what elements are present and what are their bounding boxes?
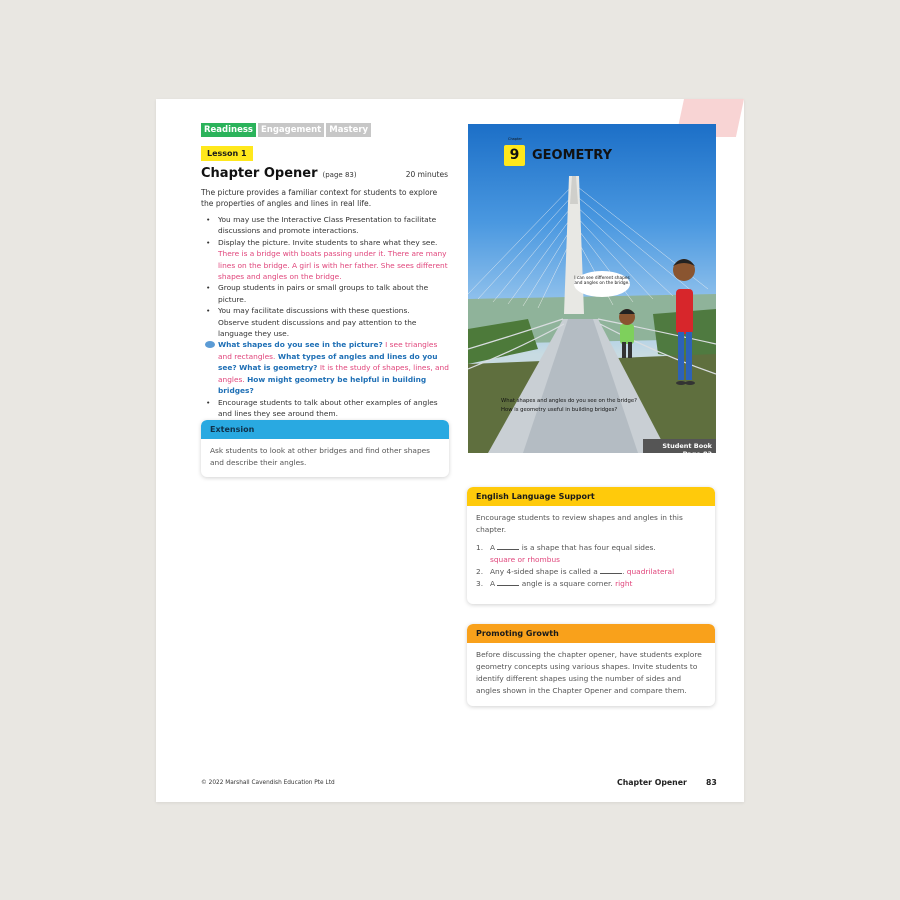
list-item: [476, 542, 706, 566]
answer-blank: [497, 549, 519, 550]
discussion-questions: [201, 339, 451, 396]
promoting-growth-box: [467, 624, 715, 706]
extension-box: [201, 420, 449, 477]
cover-question: How is geometry useful in building bridges?: [501, 406, 618, 413]
student-book-page-label: Student Book Page 83: [643, 439, 716, 453]
chapter-title: GEOMETRY: [532, 148, 612, 163]
extension-heading: Extension: [201, 420, 449, 439]
bullet-text: Group students in pairs or small groups to talk about the picture.: [218, 283, 429, 304]
item-number: 3.: [476, 579, 484, 588]
question-text: How might geometry be helpful in building bridges?: [218, 374, 427, 396]
item-number: 2.: [476, 567, 484, 576]
item-text: Any 4-sided shape is called a: [490, 567, 601, 576]
footer-section: Chapter Opener: [617, 778, 687, 787]
question-text: What types of angles and lines do you see?: [218, 351, 438, 373]
question-text: What shapes do you see in the picture?: [218, 340, 383, 350]
answer-blank: [600, 573, 622, 574]
bullet-text: Observe student discussions and pay attention to the language they use.: [218, 317, 417, 339]
intro-paragraph: The picture provides a familiar context for students to explore the properties of angles and lines in real life.: [201, 188, 438, 209]
question-text: What is geometry?: [239, 363, 318, 373]
bullet-text: You may use the Interactive Class Presentation to facilitate discussions and promote interactions.: [218, 215, 437, 236]
title-row: [201, 166, 448, 181]
extension-body: Ask students to look at other bridges and find other shapes and describe their angles.: [210, 446, 431, 467]
english-language-support-box: [467, 487, 715, 604]
item-number: 1.: [476, 543, 484, 552]
answer-text: right: [615, 579, 633, 588]
els-intro: Encourage students to review shapes and angles in this chapter.: [476, 513, 683, 534]
answer-text: quadrilateral: [626, 567, 675, 576]
list-item: [201, 397, 451, 420]
list-item: [201, 305, 451, 339]
list-item: [476, 566, 706, 578]
list-item: [476, 578, 706, 590]
title-page-ref: (page 83): [322, 171, 357, 179]
differentiation-tags: [201, 123, 371, 137]
bullet-text: Display the picture. Invite students to share what they see.: [218, 237, 438, 247]
answer-text: square or rhombus: [490, 555, 560, 564]
growth-body: Before discussing the chapter opener, have students explore geometry concepts using various shapes. Invite students to identify different shapes using the number of sides and angles shown in the Chapter Opener and compare them.: [476, 650, 702, 695]
answer-text: It is the study of shapes, lines, and angles.: [218, 363, 449, 384]
procedure-list: [201, 214, 451, 419]
answer-text: I see triangles and rectangles.: [218, 340, 438, 361]
tag-mastery: Mastery: [326, 123, 371, 137]
item-text: angle is a square corner.: [519, 579, 616, 588]
speech-bubble: I can see different shapes and angles on the bridge.: [574, 271, 630, 297]
list-item: [201, 237, 451, 283]
cover-question: What shapes and angles do you see on the bridge?: [501, 398, 637, 404]
answer-text: There is a bridge with boats passing under it. There are many lines on the bridge. A girl is with her father. She sees different shapes and angles on the bridge.: [218, 249, 448, 282]
page-number: 83: [706, 778, 717, 787]
page-title: Chapter Opener: [201, 166, 318, 181]
item-text: is a shape that has four equal sides.: [519, 543, 656, 552]
els-body: [467, 506, 715, 598]
list-item: [201, 282, 451, 305]
tag-engagement: Engagement: [258, 123, 324, 137]
chat-bubble-icon: [205, 341, 215, 348]
lesson-badge: Lesson 1: [201, 146, 253, 161]
answer-blank: [497, 585, 519, 586]
chapter-word: Chapter: [508, 137, 522, 141]
student-book-cover: [468, 124, 716, 453]
copyright: © 2022 Marshall Cavendish Education Pte Ltd: [201, 780, 335, 786]
bullet-text: Encourage students to talk about other examples of angles and lines they see around them.: [218, 397, 438, 418]
duration: 20 minutes: [405, 170, 448, 179]
bullet-text: You may facilitate discussions with these questions.: [218, 306, 410, 316]
cover-questions: [501, 397, 681, 414]
list-item: [201, 214, 451, 237]
teacher-guide-page: [156, 99, 744, 802]
chapter-number: 9: [504, 145, 525, 166]
item-text: A: [490, 543, 498, 552]
item-text: .: [622, 567, 627, 576]
els-heading: English Language Support: [467, 487, 715, 506]
els-list: [476, 542, 706, 590]
growth-heading: Promoting Growth: [467, 624, 715, 643]
item-text: A: [490, 579, 498, 588]
tag-readiness: Readiness: [201, 123, 256, 137]
